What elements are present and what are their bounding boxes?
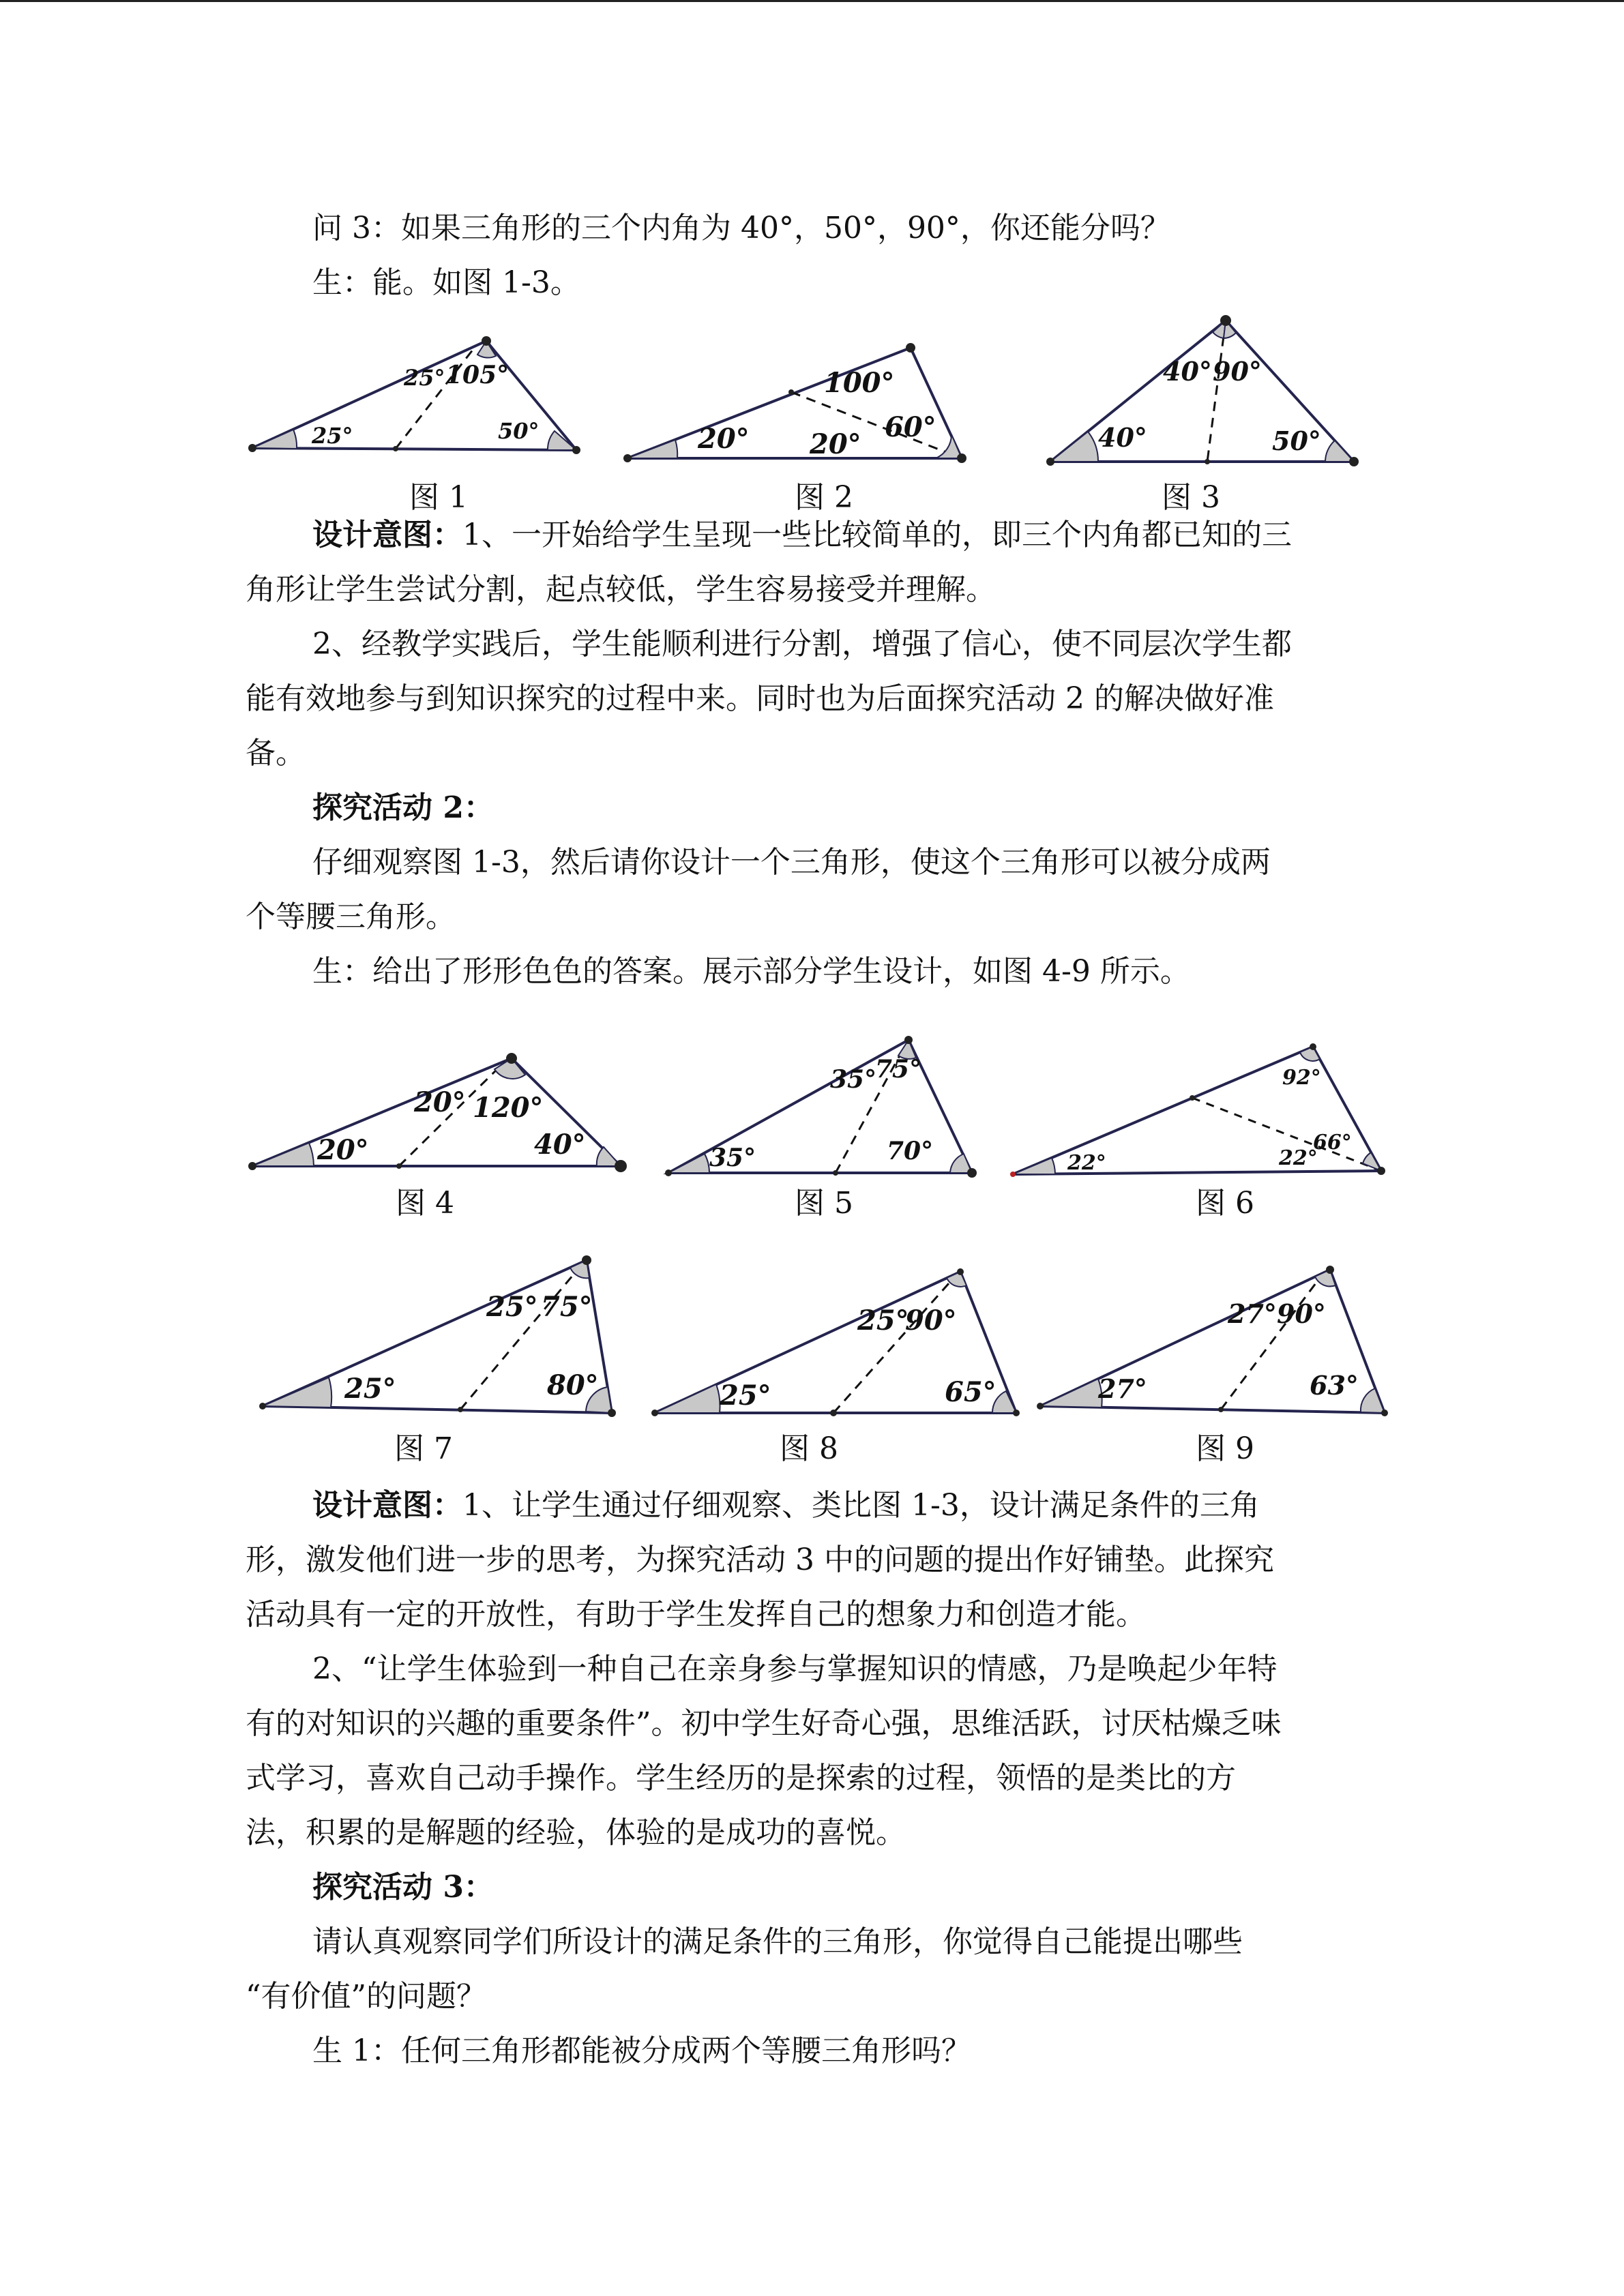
angle-label: 92° (1282, 1066, 1321, 1090)
vertex-point (393, 446, 398, 451)
figure-5-caption: 图 5 (795, 1186, 853, 1221)
vertex-point (1220, 315, 1231, 326)
vertex-point (506, 1053, 517, 1064)
angle-marker (1040, 1379, 1102, 1407)
vertex-point (1205, 459, 1210, 464)
figure-2 (617, 338, 972, 474)
angle-marker (263, 1377, 331, 1407)
vertex-point (665, 1169, 672, 1176)
design-intent-3-line-2: 形，激发他们进一步的思考，为探究活动 3 中的问题的提出作好铺垫。此探究 (246, 1542, 1274, 1577)
vertex-point (1310, 1043, 1316, 1050)
angle-label: 60° (885, 411, 936, 443)
vertex-point (623, 454, 632, 462)
vertex-point (572, 446, 580, 454)
angle-marker (655, 1384, 720, 1413)
design-intent-2-line-1: 2、经教学实践后，学生能顺利进行分割，增强了信心，使不同层次学生都 (312, 627, 1292, 661)
design-intent-2-line-2: 能有效地参与到知识探究的过程中来。同时也为后面探究活动 2 的解决做好准 (246, 681, 1274, 716)
figure-7 (252, 1255, 624, 1425)
angle-label: 105° (445, 361, 510, 389)
vertex-point (967, 1168, 977, 1178)
angle-label: 25° (857, 1304, 909, 1337)
activity-3-line-1: 请认真观察同学们所设计的满足条件的三角形，你觉得自己能提出哪些 (312, 1924, 1243, 1959)
angle-label: 22° (1067, 1151, 1106, 1175)
activity-2-line-1: 仔细观察图 1-3，然后请你设计一个三角形，使这个三角形可以被分成两 (312, 845, 1271, 880)
vertex-point (259, 1403, 266, 1410)
design-intent-4-line-3: 式学习，喜欢自己动手操作。学生经历的是探索的过程，领悟的是类比的方 (246, 1761, 1236, 1795)
angle-label: 50° (498, 418, 540, 444)
angle-marker (628, 440, 677, 458)
figure-9 (1030, 1255, 1391, 1425)
vertex-point (1349, 457, 1359, 466)
angle-marker (936, 434, 962, 458)
vertex-point (1377, 1167, 1385, 1175)
figure-8 (645, 1262, 1027, 1425)
answer-3: 生：能。如图 1-3。 (312, 265, 580, 300)
angle-label: 20° (810, 428, 861, 460)
activity-3-answer: 生 1：任何三角形都能被分成两个等腰三角形吗？ (312, 2033, 971, 2068)
angle-label: 75° (541, 1291, 593, 1323)
vertex-point (248, 1162, 256, 1170)
activity-3-line-2: “有价值”的问题？ (246, 1979, 486, 2014)
angle-label: 90° (1277, 1298, 1326, 1329)
vertex-point (582, 1255, 591, 1265)
vertex-point (833, 1170, 838, 1176)
vertex-point (482, 336, 491, 346)
vertex-point (904, 1036, 913, 1044)
design-intent-4-line-2: 有的对知识的兴趣的重要条件”。初中学生好奇心强，思维活跃，讨厌枯燥乏味 (246, 1706, 1282, 1741)
vertex-point (1381, 1410, 1388, 1416)
angle-label: 66° (1313, 1131, 1352, 1154)
figure-9-caption: 图 9 (1196, 1431, 1254, 1466)
design-intent-1-line-1: 设计意图：1、一开始给学生呈现一些比较简单的，即三个内角都已知的三 (312, 518, 1292, 552)
activity-3-title: 探究活动 3： (312, 1870, 494, 1905)
vertex-point (396, 1163, 402, 1169)
angle-label: 120° (473, 1092, 544, 1124)
design-intent-2-line-3: 备。 (246, 736, 306, 771)
angle-label: 35° (709, 1144, 756, 1172)
dividing-segment (1207, 320, 1226, 462)
angle-label: 27° (1098, 1373, 1147, 1404)
angle-marker (1013, 1158, 1055, 1174)
angle-marker (668, 1154, 709, 1173)
vertex-point (1046, 458, 1054, 466)
figure-3-caption: 图 3 (1162, 480, 1220, 515)
design-intent-label: 设计意图： (312, 1488, 462, 1523)
vertex-point (1190, 1095, 1195, 1101)
figure-1 (242, 327, 583, 464)
angle-label: 50° (1272, 426, 1321, 456)
design-intent-3-line-1: 设计意图：1、让学生通过仔细观察、类比图 1-3，设计满足条件的三角 (312, 1488, 1260, 1523)
activity-2-line-2: 个等腰三角形。 (246, 899, 456, 934)
angle-label: 22° (1279, 1146, 1318, 1170)
angle-label: 90° (1213, 356, 1262, 387)
angle-label: 20° (698, 423, 750, 455)
angle-label: 25° (404, 365, 445, 391)
vertex-point (830, 1410, 837, 1416)
angle-label: 40° (534, 1129, 586, 1161)
angle-marker (252, 430, 297, 449)
angle-label: 25° (344, 1373, 396, 1405)
vertex-point (906, 343, 915, 353)
angle-label: 20° (317, 1134, 369, 1166)
angle-label: 35° (830, 1065, 877, 1094)
vertex-point (1326, 1266, 1334, 1274)
angle-label: 25° (720, 1380, 771, 1412)
angle-marker (252, 1143, 314, 1166)
vertex-point (248, 444, 256, 452)
figure-6-caption: 图 6 (1196, 1186, 1254, 1221)
angle-label: 27° (1228, 1298, 1277, 1329)
angle-label: 100° (824, 367, 895, 399)
design-intent-3-line-3: 活动具有一定的开放性，有助于学生发挥自己的想象力和创造才能。 (246, 1597, 1146, 1632)
angle-label: 65° (945, 1376, 996, 1408)
figure-1-caption: 图 1 (409, 480, 468, 515)
figure-5 (658, 1030, 986, 1180)
vertex-point (1010, 1172, 1016, 1177)
angle-label: 40° (1098, 422, 1147, 453)
dividing-segment (833, 1277, 955, 1413)
angle-label: 75° (875, 1055, 922, 1084)
design-intent-4-line-1: 2、“让学生体验到一种自己在亲身参与掌握知识的情感，乃是唤起少年特 (312, 1652, 1278, 1686)
angle-label: 25° (486, 1291, 538, 1323)
figure-3 (1037, 310, 1378, 474)
angle-marker (1325, 441, 1354, 462)
vertex-point (608, 1409, 616, 1417)
vertex-point (458, 1407, 463, 1412)
page-top-border (0, 0, 1624, 2)
design-intent-4-line-4: 法，积累的是解题的经验，体验的是成功的喜悦。 (246, 1815, 906, 1850)
vertex-point (957, 1268, 964, 1275)
angle-label: 40° (1163, 356, 1212, 387)
angle-label: 80° (547, 1369, 599, 1401)
angle-label: 20° (414, 1086, 466, 1118)
angle-marker (947, 1272, 966, 1287)
angle-label: 70° (887, 1137, 934, 1165)
vertex-point (651, 1410, 658, 1416)
angle-marker (1050, 432, 1098, 462)
vertex-point (1037, 1403, 1044, 1410)
figure-6 (1003, 1037, 1391, 1180)
activity-2-title: 探究活动 2： (312, 790, 494, 825)
vertex-point (788, 389, 794, 395)
figure-8-caption: 图 8 (780, 1431, 838, 1466)
vertex-point (957, 453, 966, 463)
vertex-point (1218, 1407, 1224, 1412)
question-3: 问 3：如果三角形的三个内角为 40°，50°，90°，你还能分吗？ (312, 211, 1170, 245)
angle-label: 63° (1310, 1370, 1359, 1401)
design-intent-label: 设计意图： (312, 518, 462, 552)
figure-4-caption: 图 4 (396, 1186, 454, 1221)
angle-marker (1300, 1047, 1320, 1061)
angle-label: 90° (905, 1304, 957, 1337)
figure-7-caption: 图 7 (394, 1431, 453, 1466)
angle-label: 25° (312, 423, 353, 449)
activity-2-answer: 生：给出了形形色色的答案。展示部分学生设计，如图 4-9 所示。 (312, 954, 1190, 989)
figure-4 (242, 1043, 638, 1180)
vertex-point (615, 1160, 627, 1172)
figure-2-caption: 图 2 (795, 480, 853, 515)
design-intent-1-line-2: 角形让学生尝试分割，起点较低，学生容易接受并理解。 (246, 572, 996, 607)
vertex-point (1013, 1410, 1020, 1416)
